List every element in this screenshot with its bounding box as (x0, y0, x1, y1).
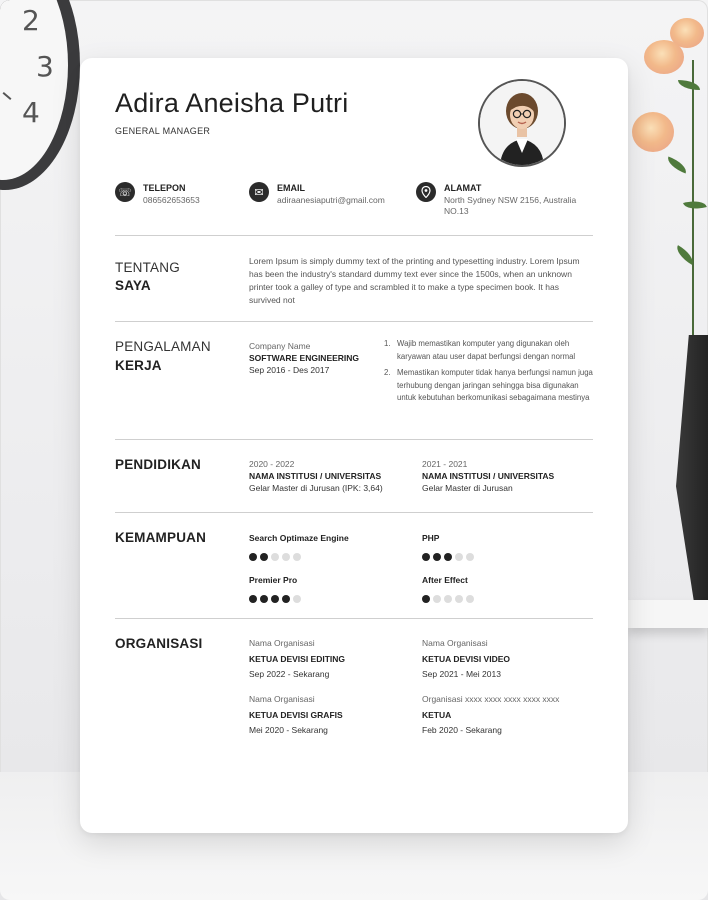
skill-name: After Effect (422, 575, 468, 585)
skill-item (249, 532, 349, 561)
rating-dot-filled (271, 595, 279, 603)
flower (632, 112, 674, 152)
resume-card (80, 58, 628, 833)
contact-email-value: adiraanesiaputri@gmail.com (277, 195, 385, 205)
leaf (665, 157, 689, 174)
experience-position: SOFTWARE ENGINEERING (249, 353, 360, 363)
contact-email-title: EMAIL (277, 183, 305, 193)
experience-heading-bold: KERJA (115, 358, 162, 373)
location-pin-icon (416, 182, 436, 202)
skills-heading: KEMAMPUAN (115, 530, 207, 545)
contact-address-value: North Sydney NSW 2156, Australia NO.13 (444, 195, 577, 216)
organization-entry (249, 637, 345, 680)
rating-dot-empty (293, 553, 301, 561)
organization-name: Nama Organisasi (249, 694, 315, 704)
rating-dot-empty (455, 595, 463, 603)
rating-dot-filled (249, 595, 257, 603)
organization-entry (249, 693, 343, 736)
rating-dot-filled (422, 595, 430, 603)
divider (115, 618, 593, 619)
skill-rating (422, 553, 474, 561)
skill-name: Search Optimaze Engine (249, 533, 349, 543)
rating-dot-filled (433, 553, 441, 561)
experience-entry (249, 340, 359, 376)
organization-role: KETUA DEVISI EDITING (249, 654, 346, 664)
organization-role: KETUA (422, 710, 452, 720)
list-item (384, 367, 594, 405)
list-number: 1. (384, 339, 391, 348)
experience-period: Sep 2016 - Des 2017 (249, 365, 330, 375)
organization-period: Mei 2020 - Sekarang (249, 725, 328, 735)
organization-role: KETUA DEVISI VIDEO (422, 654, 511, 664)
rating-dot-filled (249, 553, 257, 561)
phone-icon: ☏ (115, 182, 135, 202)
rating-dot-filled (282, 595, 290, 603)
mail-icon: ✉ (249, 182, 269, 202)
skill-item (422, 532, 474, 561)
education-school: NAMA INSTITUSI / UNIVERSITAS (249, 471, 382, 481)
organization-name: Organisasi xxxx xxxx xxxx xxxx xxxx (422, 694, 560, 704)
rating-dot-filled (422, 553, 430, 561)
rating-dot-empty (293, 595, 301, 603)
organization-role: KETUA DEVISI GRAFIS (249, 710, 343, 720)
contact-phone-value: 086562653653 (143, 195, 200, 205)
skill-rating (422, 595, 474, 603)
contact-phone (115, 182, 200, 206)
clock-number-4: 4 (22, 96, 40, 129)
experience-company: Company Name (249, 341, 311, 351)
clock-number-3: 3 (36, 50, 54, 83)
divider (115, 439, 593, 440)
contact-phone-title: TELEPON (143, 183, 186, 193)
organization-period: Feb 2020 - Sekarang (422, 725, 502, 735)
education-years: 2021 - 2021 (422, 459, 468, 469)
about-heading-light: TENTANG (115, 260, 180, 275)
leaf (683, 197, 707, 212)
duty-text: Wajib memastikan komputer yang digunakan oleh karyawan atau user dapat berfungsi dengan normal (397, 339, 576, 361)
organization-entry (422, 693, 559, 736)
contact-address (416, 182, 584, 217)
education-entry (249, 458, 383, 494)
rating-dot-empty (271, 553, 279, 561)
divider (115, 235, 593, 236)
education-years: 2020 - 2022 (249, 459, 295, 469)
list-number: 2. (384, 368, 391, 377)
education-heading: PENDIDIKAN (115, 457, 202, 472)
experience-duties (384, 338, 594, 409)
rating-dot-empty (282, 553, 290, 561)
list-item (384, 338, 594, 363)
education-school: NAMA INSTITUSI / UNIVERSITAS (422, 471, 555, 481)
organization-period: Sep 2021 - Mei 2013 (422, 669, 501, 679)
organization-name: Nama Organisasi (249, 638, 315, 648)
skill-item (422, 574, 474, 603)
organizations-heading: ORGANISASI (115, 636, 203, 651)
skill-rating (249, 595, 301, 603)
organization-entry (422, 637, 510, 680)
skill-name: PHP (422, 533, 440, 543)
profile-photo (478, 79, 566, 167)
plant-stem (692, 60, 694, 340)
resume-name: Adira Aneisha Putri (115, 88, 349, 118)
duty-text: Memastikan komputer tidak hanya berfungsi namun juga terhubung dengan jaringan sehingga bisa digunakan untuk kebutuhan berkomunikasi sebagaimana mestinya (397, 368, 593, 402)
skill-item (249, 574, 301, 603)
rating-dot-filled (260, 595, 268, 603)
vase (676, 335, 708, 610)
contact-address-title: ALAMAT (444, 183, 482, 193)
rating-dot-empty (433, 595, 441, 603)
about-heading-bold: SAYA (115, 278, 151, 293)
flower (644, 40, 684, 74)
divider (115, 321, 593, 322)
skill-rating (249, 553, 349, 561)
rating-dot-empty (455, 553, 463, 561)
shelf (628, 600, 708, 628)
organization-name: Nama Organisasi (422, 638, 488, 648)
experience-heading-light: PENGALAMAN (115, 339, 211, 354)
education-degree: Gelar Master di Jurusan (422, 483, 513, 493)
rating-dot-empty (444, 595, 452, 603)
rating-dot-filled (444, 553, 452, 561)
divider (115, 512, 593, 513)
resume-role: GENERAL MANAGER (115, 126, 211, 136)
about-text: Lorem Ipsum is simply dummy text of the printing and typesetting industry. Lorem Ipsum has been the industry's standard dummy text ever since the 1500s, when an unknown printer took a galley of type and scrambled it to make a type specimen book. It has survived not (249, 256, 580, 305)
rating-dot-filled (260, 553, 268, 561)
contact-email (249, 182, 385, 206)
education-entry (422, 458, 554, 494)
clock-number-2: 2 (22, 4, 40, 37)
rating-dot-empty (466, 553, 474, 561)
education-degree: Gelar Master di Jurusan (IPK: 3,64) (249, 483, 383, 493)
leaf (678, 80, 700, 90)
skill-name: Premier Pro (249, 575, 298, 585)
organization-period: Sep 2022 - Sekarang (249, 669, 330, 679)
rating-dot-empty (466, 595, 474, 603)
